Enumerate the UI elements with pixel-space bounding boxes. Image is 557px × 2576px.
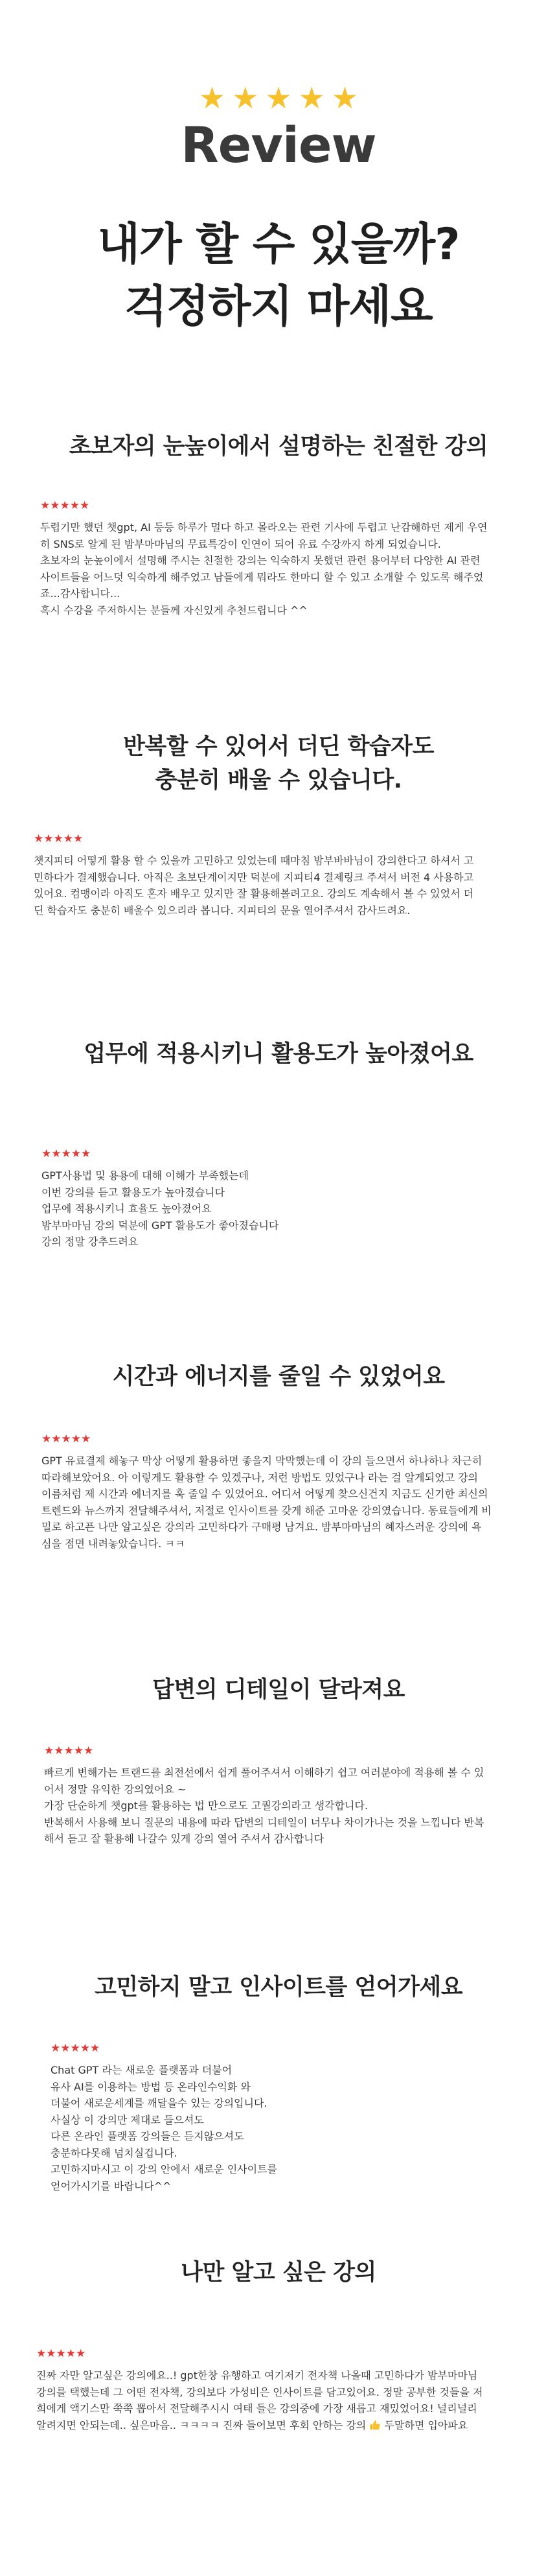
- review-title: 답변의 디테일이 달라져요: [152, 1677, 405, 1703]
- review-line: 해서 듣고 잘 활용해 나갈수 있게 강의 열어 주셔서 감사합니다: [44, 1832, 324, 1845]
- review-line: 반복해서 사용해 보니 질문의 내용에 따라 답변의 디테일이 너무나 차이가나는 것을 느낍니다 반복: [44, 1816, 484, 1829]
- review-line: 고민하지마시고 이 강의 안에서 새로운 인사이트를: [51, 2163, 278, 2175]
- review-title: 고민하지 말고 인사이트를 얻어가세요: [94, 1974, 463, 2000]
- review-line: 진짜 자만 알고싶은 강의에요..! gpt한창 유행하고 여기저기 전자책 나올때 고민하다가 밤부마마님: [36, 2369, 478, 2382]
- review-line: 두렵기만 했던 챗gpt, AI 등등 하루가 멀다 하고 몰라오는 관련 기사에 두렵고 난감해하던 제게 우연: [40, 521, 488, 533]
- review-line: 유사 AI를 이용하는 방법 등 온라인수익화 와: [51, 2080, 251, 2093]
- review-line: 초보자의 눈높이에서 설명해 주시는 친절한 강의는 익숙하지 못했던 관련 용어부터 다양한 AI 관련: [40, 554, 481, 567]
- review-line: 민하다가 결제했습니다. 아직은 초보단계이지만 덕분에 지피티4 결제링크 주셔서 버전 4 사용하고: [34, 871, 474, 884]
- review-line: 죠...감사합니다...: [40, 587, 120, 600]
- review-body: [41, 1167, 495, 1250]
- review-star-rating: ★★★★★: [41, 1147, 91, 1160]
- review-line: 업무에 적용시키니 효율도 높아졌어요: [41, 1202, 212, 1215]
- review-line: 어서 정말 유익한 강의였어요 ~: [44, 1783, 187, 1796]
- review-title-line: 충분히 배울 수 있습니다.: [155, 767, 402, 793]
- review-body: [41, 1453, 521, 1552]
- review-line: 강의 정말 강추드려요: [41, 1235, 139, 1248]
- review-star-rating: ★★★★★: [40, 499, 90, 512]
- review-line-part: 알려지면 안되는데.. 싶은마음.. ㅋㅋㅋㅋ 진짜 들어보면 후회 안하는 강의: [36, 2418, 367, 2431]
- review-line-part: 두말하면 입아파요: [384, 2418, 468, 2431]
- review-line: 챗지피티 어떻게 활용 할 수 있을까 고민하고 있었는데 때마침 밤부바바님이 강의한다고 하셔서 고: [34, 854, 474, 867]
- review-star-rating: ★★★★★: [36, 2347, 86, 2360]
- review-line: 밤부마마님 강의 덕분에 GPT 활용도가 좋아졌습니다: [41, 1219, 279, 1232]
- star-icon: ★: [265, 80, 292, 115]
- review-line: 따라해보았어요. 아 이렇게도 활용할 수 있겠구나, 저런 방법도 있었구나 라는 걸 알게되었고 강의: [41, 1471, 478, 1484]
- review-line: 강의를 택했는데 그 어떤 전자책, 강의보다 가성비은 인사이트를 담고있어요. 정말 공부한 것들을 저: [36, 2385, 483, 2398]
- review-body: [44, 1764, 523, 1847]
- review-title-line: 반복할 수 있어서 더딘 학습자도: [123, 734, 434, 760]
- review-body: [34, 852, 519, 919]
- review-line: GPT 유료결제 해놓구 막상 어떻게 활용하면 좋을지 막막했는데 이 강의 들으면서 하나하나 차근히: [41, 1455, 483, 1467]
- review-line: 다른 온라인 플랫폼 강의들은 듣지않으셔도: [51, 2130, 244, 2142]
- review-line: 사이트들을 어느덧 익숙하게 해주었고 남들에게 뭐라도 한마디 할 수 있고 소개할 수 있도록 해주었: [40, 570, 484, 583]
- hero-headline-line: 내가 할 수 있을까?: [97, 219, 460, 270]
- review-star-rating: ★★★★★: [34, 832, 84, 845]
- page-title: Review: [181, 116, 376, 174]
- review-line: Chat GPT 라는 새로운 플랫폼과 더불어: [51, 2064, 233, 2076]
- hero-headline-line: 걱정하지 마세요: [124, 281, 433, 333]
- hero-star-rating: [0, 80, 557, 115]
- review-star-rating: ★★★★★: [41, 1433, 91, 1446]
- review-title: 나만 알고 싶은 강의: [181, 2260, 376, 2286]
- review-card: [34, 834, 519, 919]
- review-title: 초보자의 눈높이에서 설명하는 친절한 강의: [69, 434, 488, 460]
- review-line: 희에게 액기스만 쭉쭉 뽑아서 전달해주시시 여태 들은 강의중에 가장 새롭고 재밌었어요! 널리널리: [36, 2402, 477, 2415]
- review-line: 더불어 새로운세계를 깨달을수 있는 강의입니다.: [51, 2097, 267, 2109]
- review-line: 이름처럼 제 시간과 에너지를 훅 줄일 수 있었어요. 어디서 어떻게 찾으신건지 지금도 신기한 최신의: [41, 1488, 488, 1500]
- hero-headline: [0, 214, 557, 338]
- review-body: [36, 2367, 529, 2433]
- review-star-rating: ★★★★★: [44, 1744, 94, 1757]
- review-card: [41, 1434, 521, 1552]
- review-card: [51, 2043, 439, 2194]
- review-body: [40, 519, 519, 618]
- review-line: 혹시 수강을 주저하시는 분들께 자신있게 추천드립니다 ^^: [40, 603, 308, 616]
- review-title: 업무에 적용시키니 활용도가 높아졌어요: [84, 1041, 473, 1067]
- review-title: 시간과 에너지를 줄일 수 있었어요: [112, 1364, 445, 1390]
- review-line: 가장 단순하게 챗gpt를 활용하는 법 만으로도 고퀄강의라고 생각합니다.: [44, 1799, 369, 1812]
- star-icon: ★: [198, 80, 226, 115]
- review-line: 딘 학습자도 충분히 배울수 있으리라 봅니다. 지피티의 문을 열어주셔서 감사드려요.: [34, 904, 411, 917]
- review-card: [41, 1149, 495, 1250]
- review-line: 밀로 하고픈 나만 알고싶은 강의라 고민하다가 구매평 남겨요. 밤부마마님의 혜자스러운 강의에 욕: [41, 1521, 482, 1533]
- review-body: [51, 2062, 439, 2194]
- star-icon: ★: [232, 80, 259, 115]
- star-icon: ★: [298, 80, 325, 115]
- review-line: 히 SNS로 알게 된 밤부마마님의 무료특강이 인연이 되어 유료 수강까지 하게 되었습니다.: [40, 537, 441, 550]
- review-line: 빠르게 변해가는 트랜드를 최전선에서 쉽게 풀어주셔서 이해하기 쉽고 여러분야에 적용해 볼 수 있: [44, 1766, 484, 1779]
- review-line: 사실상 이 강의만 제대로 들으셔도: [51, 2113, 204, 2126]
- review-line: 얻어가시기를 바랍니다^^: [51, 2179, 172, 2192]
- thumbs-up-icon: [369, 2419, 381, 2431]
- review-card: [44, 1746, 523, 1847]
- review-line: 충분하다못해 넘치실겁니다.: [51, 2146, 177, 2159]
- review-line: 심을 점면 내려놓았습니다. ㅋㅋ: [41, 1537, 185, 1550]
- review-line: [36, 2417, 529, 2434]
- review-title: [0, 730, 557, 797]
- review-line: 있어요. 컴맹이라 아직도 혼자 배우고 있지만 잘 활용해볼려고요. 강의도 계속해서 볼 수 있었서 더: [34, 887, 474, 900]
- review-card: [40, 500, 519, 618]
- review-line: 이번 강의를 듣고 활용도가 높아졌습니다: [41, 1186, 225, 1199]
- review-star-rating: ★★★★★: [51, 2042, 100, 2055]
- review-line: GPT사용법 및 용용에 대해 이해가 부족했는데: [41, 1169, 249, 1182]
- review-line: 트렌드와 뉴스까지 전달해주셔서, 저절로 인사이트를 갖게 해준 고마운 강의였습니다. 동료들에게 비: [41, 1504, 492, 1517]
- review-card: [36, 2348, 529, 2433]
- star-icon: ★: [331, 80, 359, 115]
